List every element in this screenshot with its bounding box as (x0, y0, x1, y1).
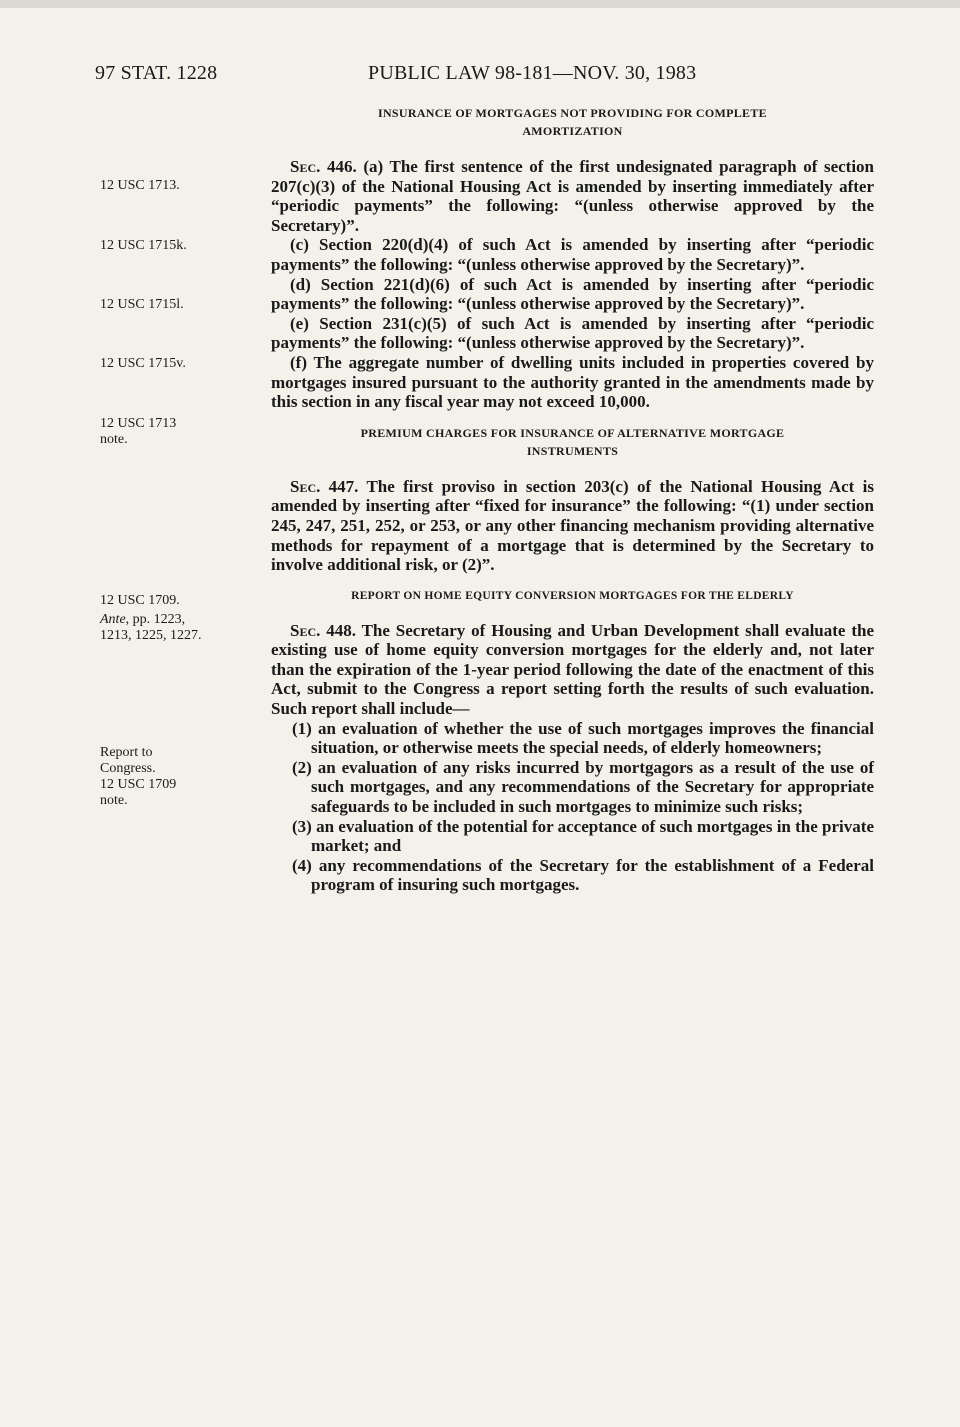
sec446-e: (e) Section 231(c)(5) of such Act is amended by inserting after “periodic payments” the following: “(unless otherwise approved by the Secretary)”. (271, 313, 874, 353)
sec-label: Sec. 448. (290, 620, 356, 640)
sec447-text (271, 477, 874, 575)
page-top-edge (0, 0, 960, 8)
margin-note-1715v: 12 USC 1715v. (100, 356, 186, 371)
sec447-body: The first proviso in section 203(c) of the National Housing Act is amended by inserting after “fixed for insurance” the following: “(1) under section 245, 247, 251, 252, or 253, or any other financing mechanism providing alternative methods for repayment of a mortgage that is determined by the Secretary to involve additional risk, or (2)”. (271, 476, 874, 575)
margin-note-line: Congress. (100, 761, 156, 776)
sec-label: Sec. 446. (290, 157, 357, 176)
margin-note-line: Report to (100, 745, 153, 760)
margin-note-1715l: 12 USC 1715l. (100, 297, 184, 312)
main-text (271, 104, 874, 895)
heading-line: AMORTIZATION (522, 124, 623, 138)
margin-note-ante (100, 612, 202, 644)
sec448-item-2: (2) an evaluation of any risks incurred by mortgagors as a result of the use of such mortgages, and any recommendations of the Secretary for appropriate safeguards to be included in such mortgages to minimize such risks; (292, 757, 874, 817)
margin-note-report (100, 745, 176, 809)
sec446-a-text: (a) The first sentence of the first undesignated paragraph of section 207(c)(3) of the National Housing Act is amended by inserting immediately after “periodic payments” the following: “(unless otherwise approved by the Secretary)”. (271, 157, 875, 235)
margin-note-line: note. (100, 432, 128, 447)
sec448-body: The Secretary of Housing and Urban Development shall evaluate the existing use of home equity conversion mortgages for the elderly and, not later than the expiration of the 1-year period following the date of the enactment of this Act, submit to the Congress a report setting forth the results of such evaluation. Such report shall include— (271, 620, 874, 719)
law-title: PUBLIC LAW 98-181—NOV. 30, 1983 (368, 62, 697, 84)
heading-line: INSTRUMENTS (526, 443, 619, 458)
sec446-c: (c) Section 220(d)(4) of such Act is amended by inserting after “periodic payments” the following: “(unless otherwise approved by the Secretary)”. (271, 235, 874, 274)
sec448-heading: REPORT ON HOME EQUITY CONVERSION MORTGAGES FOR THE ELDERLY (351, 589, 794, 602)
sec446-f: (f) The aggregate number of dwelling units included in properties covered by mortgages insured pursuant to the authority granted in the amendments made by this section in any fiscal year may not exceed 10,000. (271, 352, 874, 412)
margin-note-line: note. (100, 793, 128, 808)
sec446-heading (271, 104, 874, 140)
margin-note-1715k: 12 USC 1715k. (100, 238, 187, 253)
margin-note-line: 12 USC 1709 (100, 777, 177, 792)
sec448-item-4: (4) any recommendations of the Secretary for the establishment of a Federal program of insuring such mortgages. (292, 855, 874, 895)
margin-note-line: 1213, 1225, 1227. (100, 628, 202, 643)
margin-note-1713: 12 USC 1713. (100, 178, 180, 193)
heading-line: PREMIUM CHARGES FOR INSURANCE OF ALTERNATIVE MORTGAGE (360, 425, 785, 440)
sec446-d: (d) Section 221(d)(6) of such Act is amended by inserting after “periodic payments” the following: “(unless otherwise approved by the Secretary)”. (271, 274, 874, 314)
sec446-a (271, 157, 874, 235)
sec-label: Sec. 447. (290, 476, 359, 496)
sec448-item-3: (3) an evaluation of the potential for acceptance of such mortgages in the private market; and (292, 816, 874, 856)
margin-note-1713-note (100, 416, 176, 448)
ante-pages: , pp. 1223, (125, 612, 186, 627)
margin-note-1709: 12 USC 1709. (100, 593, 180, 608)
sec448-item-1: (1) an evaluation of whether the use of such mortgages improves the financial situation, or otherwise meets the special needs, of elderly homeowners; (292, 718, 874, 758)
margin-note-line: 12 USC 1713 (100, 416, 177, 431)
stat-reference: 97 STAT. 1228 (95, 62, 218, 84)
heading-line: INSURANCE OF MORTGAGES NOT PROVIDING FOR COMPLETE (378, 106, 767, 120)
sec447-heading (271, 424, 874, 460)
sec448-text (271, 621, 874, 719)
ante-italic: Ante (100, 612, 126, 627)
